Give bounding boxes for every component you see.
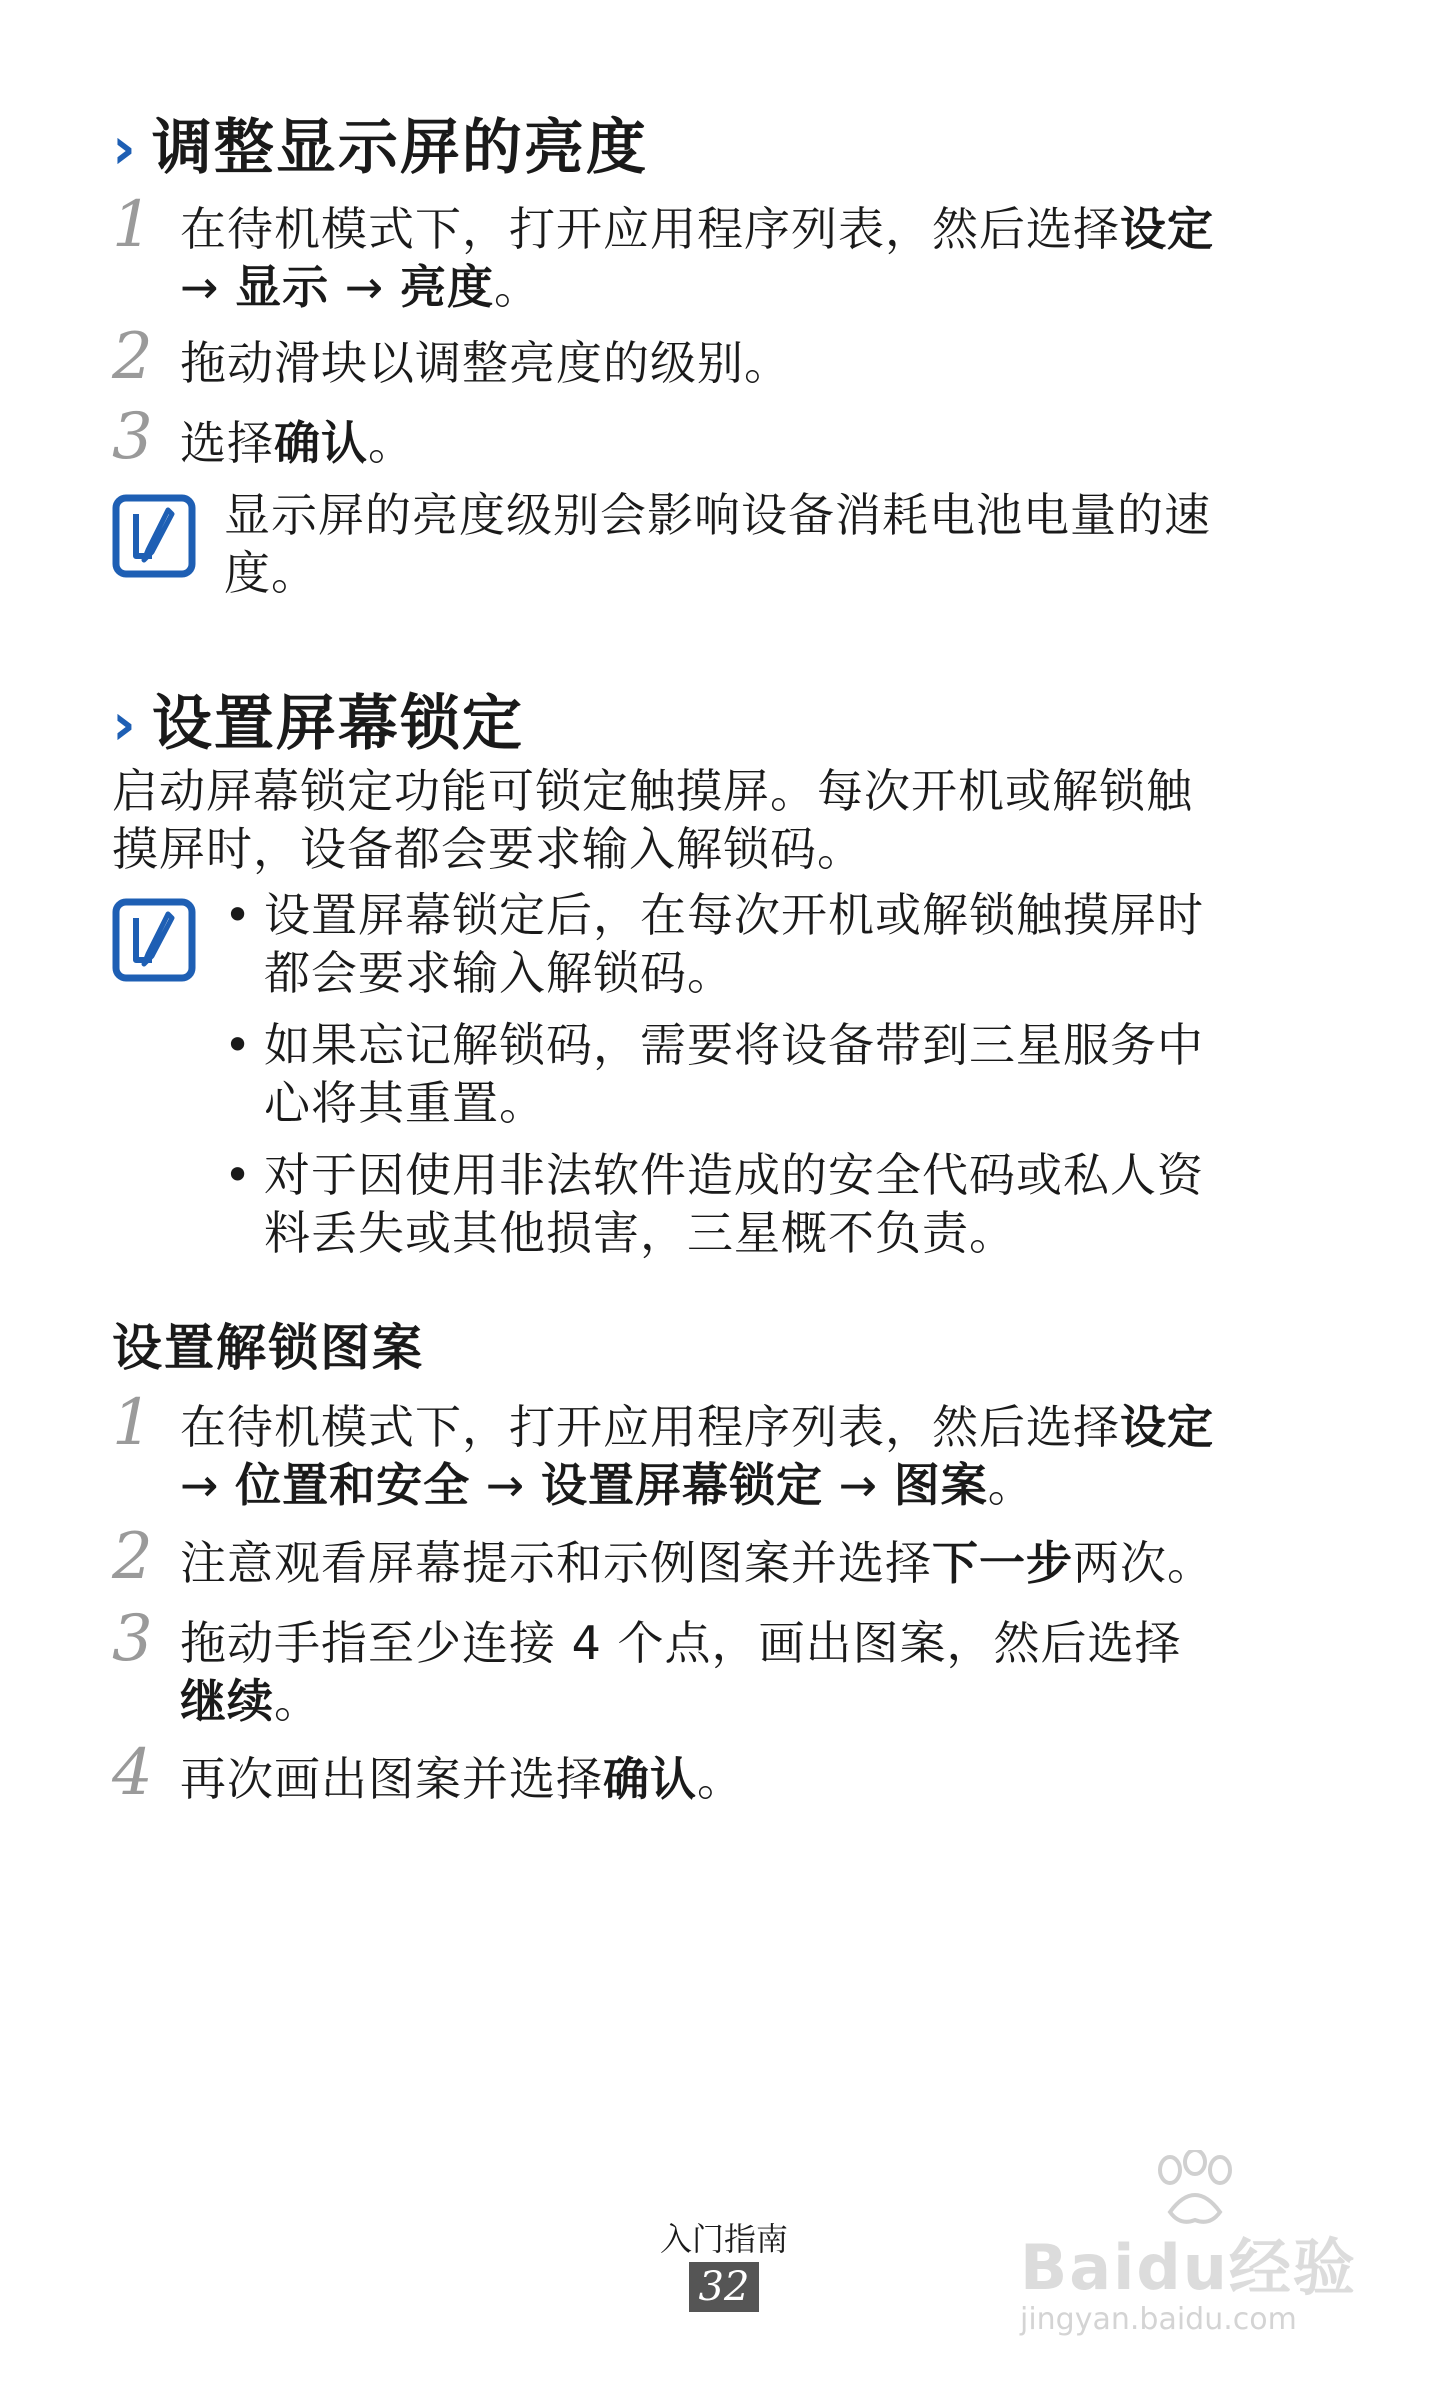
step-text: 再次画出图案并选择确认。 — [180, 1752, 744, 1806]
step-text: 拖动手指至少连接 4 个点，画出图案，然后选择 继续。 — [180, 1616, 1182, 1728]
footer-chapter-label: 入门指南 — [659, 2220, 788, 2258]
bullet-icon: • — [224, 1148, 252, 1202]
step-number: 3 — [112, 1602, 153, 1676]
section-title-brightness: › 调整显示屏的亮度 — [112, 113, 648, 183]
step-text: 在待机模式下，打开应用程序列表，然后选择设定 → 显示 → 亮度。 — [180, 202, 1214, 314]
note-icon — [112, 898, 196, 982]
baidu-watermark — [1020, 2150, 1357, 2350]
step-text: 在待机模式下，打开应用程序列表，然后选择设定 → 位置和安全 → 设置屏幕锁定 → 图案。 — [180, 1400, 1214, 1512]
intro-paragraph: 启动屏幕锁定功能可锁定触摸屏。每次开机或解锁触 摸屏时，设备都会要求输入解锁码。 — [112, 764, 1193, 876]
step-number: 2 — [112, 320, 153, 394]
bullet-icon: • — [224, 1018, 252, 1072]
step-number: 4 — [112, 1736, 153, 1810]
step-text: 拖动滑块以调整亮度的级别。 — [180, 336, 791, 390]
note-bullet: 如果忘记解锁码，需要将设备带到三星服务中 心将其重置。 — [264, 1018, 1204, 1130]
subsection-title-unlock-pattern: 设置解锁图案 — [112, 1319, 424, 1377]
step-number: 1 — [112, 1386, 153, 1460]
step-text: 选择确认。 — [180, 416, 415, 470]
step-number: 1 — [112, 188, 153, 262]
chevron-right-icon: › — [112, 690, 138, 758]
watermark-brand: Baidu经验 — [1020, 2231, 1357, 2304]
note-bullet: 设置屏幕锁定后，在每次开机或解锁触摸屏时 都会要求输入解锁码。 — [264, 888, 1204, 1000]
step-number: 3 — [112, 400, 153, 474]
note-text: 显示屏的亮度级别会影响设备消耗电池电量的速 度。 — [224, 488, 1211, 600]
watermark-url: jingyan.baidu.com — [1020, 2302, 1297, 2337]
section-title-screen-lock: › 设置屏幕锁定 — [112, 689, 524, 759]
note-bullet: 对于因使用非法软件造成的安全代码或私人资 料丢失或其他损害，三星概不负责。 — [264, 1148, 1204, 1260]
step-number: 2 — [112, 1520, 153, 1594]
note-icon — [112, 494, 196, 578]
page-number: 32 — [689, 2262, 759, 2312]
bullet-icon: • — [224, 888, 252, 942]
chevron-right-icon: › — [112, 114, 138, 182]
step-text: 注意观看屏幕提示和示例图案并选择下一步两次。 — [180, 1536, 1214, 1590]
